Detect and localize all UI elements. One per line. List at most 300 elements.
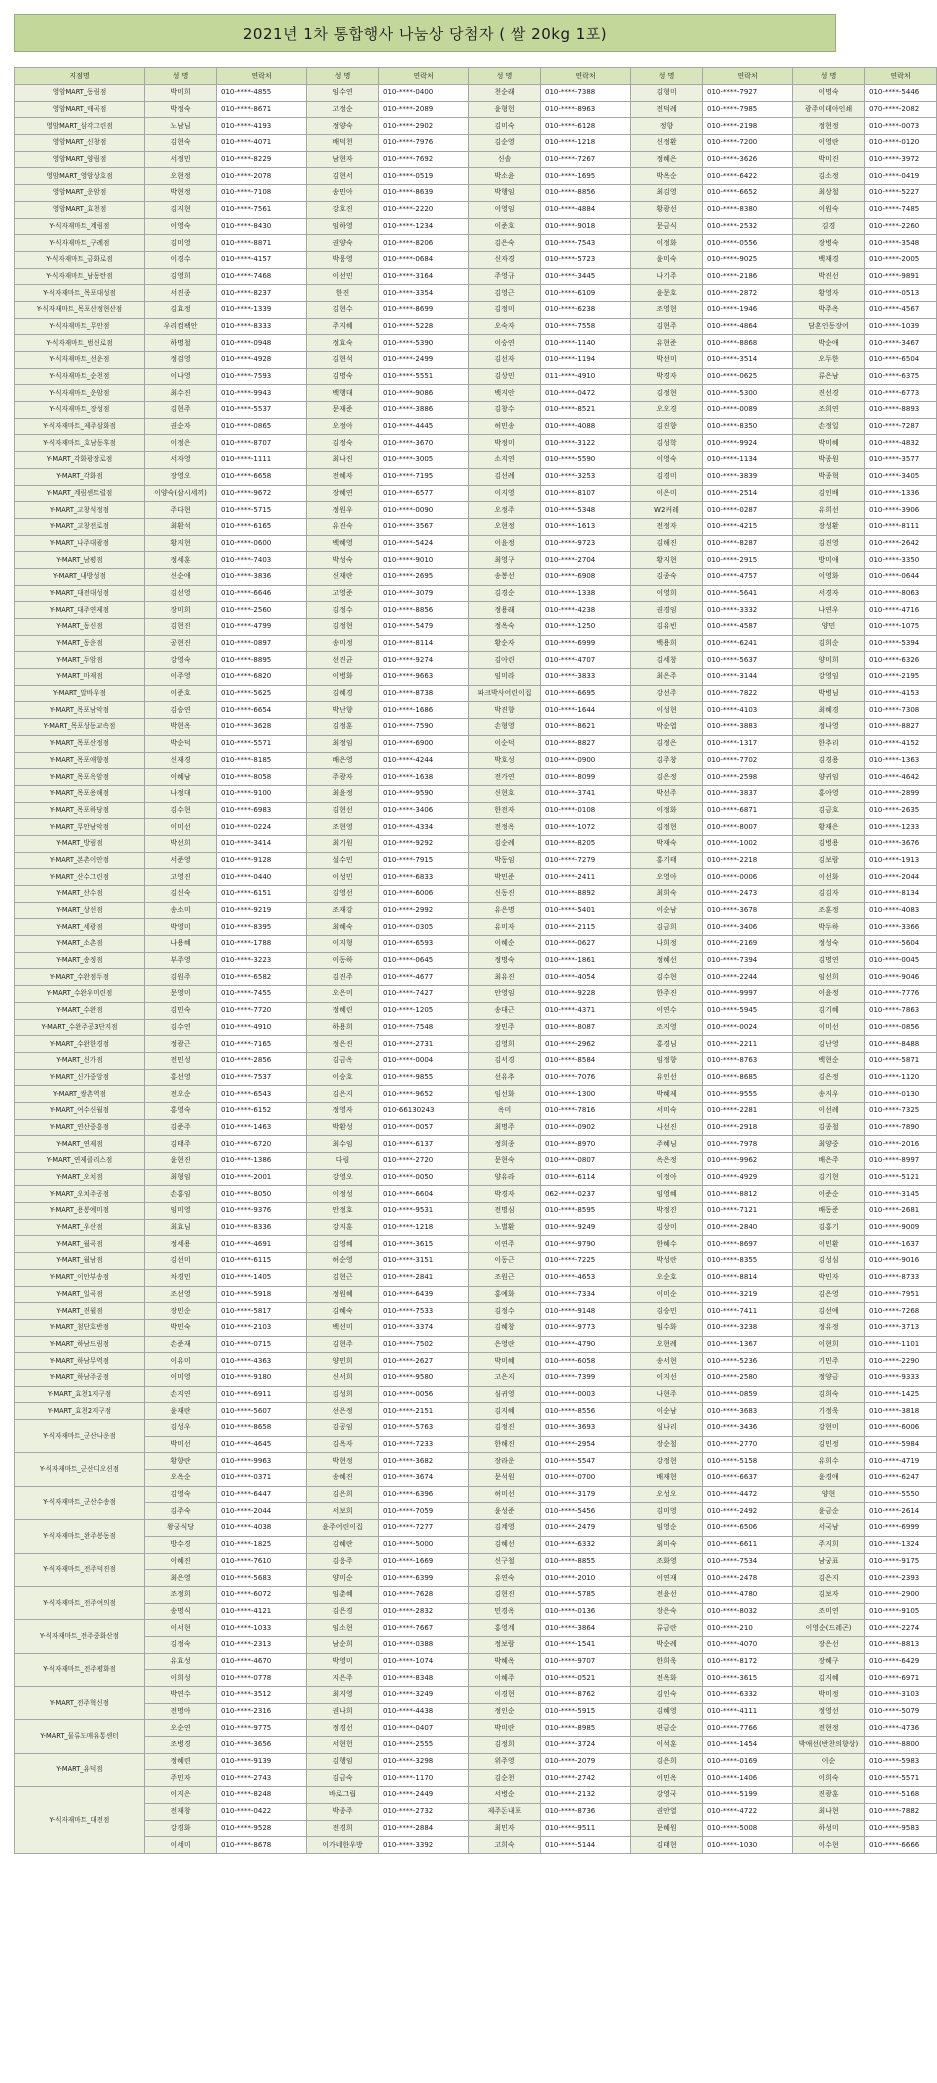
winner-name-cell: 김혜숙: [307, 1303, 379, 1320]
winner-phone-cell: 010-****-7279: [541, 852, 631, 869]
store-name-cell: Y-MART_월남점: [15, 1253, 145, 1270]
winner-phone-cell: 010-****-0865: [217, 418, 307, 435]
winner-phone-cell: 010-****-7411: [703, 1303, 793, 1320]
winner-phone-cell: 010-****-5227: [865, 185, 937, 202]
winner-phone-cell: 010-****-9891: [865, 268, 937, 285]
winner-name-cell: 류금란: [631, 1620, 703, 1637]
winner-phone-cell: 010-****-3374: [379, 1319, 469, 1336]
winner-phone-cell: 010-****-1861: [541, 952, 631, 969]
winner-name-cell: 김미영: [145, 235, 217, 252]
winner-name-cell: 민경옥: [469, 1603, 541, 1620]
winner-name-cell: 권순자: [145, 418, 217, 435]
winner-name-cell: 나희정: [631, 936, 703, 953]
winner-name-cell: 나현주: [631, 1386, 703, 1403]
winner-phone-cell: 010-****-7976: [379, 135, 469, 152]
winner-phone-cell: 010-****-3741: [541, 785, 631, 802]
winner-name-cell: 장혜구: [793, 1653, 865, 1670]
winner-phone-cell: 010-****-2115: [541, 919, 631, 936]
winner-name-cell: 정세용: [145, 1236, 217, 1253]
winner-name-cell: 임수화: [631, 1319, 703, 1336]
winner-phone-cell: 010-****-5915: [541, 1703, 631, 1720]
winner-name-cell: 김현근: [307, 1269, 379, 1286]
winner-name-cell: 김선자: [469, 352, 541, 369]
winner-phone-cell: 010-****-4083: [865, 902, 937, 919]
store-name-cell: Y-MART_계림센트럴점: [15, 485, 145, 502]
winner-name-cell: 이명숙: [793, 85, 865, 102]
column-header: 연락처: [865, 68, 937, 85]
winner-phone-cell: 010-****-9100: [217, 785, 307, 802]
table-row: [15, 402, 937, 419]
column-header: 연락처: [541, 68, 631, 85]
winner-name-cell: 정효숙: [307, 335, 379, 352]
winner-phone-cell: 010-****-0948: [217, 335, 307, 352]
winner-name-cell: 최기원: [307, 835, 379, 852]
winner-name-cell: 주광자: [307, 769, 379, 786]
winner-phone-cell: 010-****-0057: [379, 1119, 469, 1136]
winner-name-cell: 이정아: [631, 1169, 703, 1186]
winner-name-cell: 김상민: [469, 368, 541, 385]
winner-phone-cell: 010-****-2742: [541, 1770, 631, 1787]
winner-name-cell: 박행임: [469, 185, 541, 202]
winner-phone-cell: 010-****-9180: [217, 1369, 307, 1386]
table-row: [15, 568, 937, 585]
winner-name-cell: 김경미: [631, 468, 703, 485]
winner-name-cell: 정혜련: [145, 1753, 217, 1770]
winner-phone-cell: 010-****-0600: [217, 535, 307, 552]
winner-name-cell: 장민순: [145, 1303, 217, 1320]
winner-phone-cell: 070-****-2082: [865, 101, 937, 118]
winner-phone-cell: 010-****-4832: [865, 435, 937, 452]
winner-name-cell: 김지혜: [793, 1670, 865, 1687]
winner-phone-cell: 010-****-2411: [541, 869, 631, 886]
winner-phone-cell: 010-****-9583: [865, 1820, 937, 1837]
winner-name-cell: 황영자: [793, 285, 865, 302]
winner-name-cell: 장라운: [469, 1453, 541, 1470]
winner-phone-cell: 010-****-3548: [865, 235, 937, 252]
winner-name-cell: 최혜숙: [307, 919, 379, 936]
winner-name-cell: 박현정: [145, 185, 217, 202]
winner-phone-cell: 010-****-7822: [703, 685, 793, 702]
winner-phone-cell: 010-****-2132: [541, 1787, 631, 1804]
winner-phone-cell: 010-****-6375: [865, 368, 937, 385]
winner-phone-cell: 010-****-2899: [865, 785, 937, 802]
winner-name-cell: 방수경: [145, 1536, 217, 1553]
winner-phone-cell: 010-****-4445: [379, 418, 469, 435]
winner-phone-cell: 010-****-8639: [379, 185, 469, 202]
winner-phone-cell: 010-****-7308: [865, 702, 937, 719]
winner-name-cell: 한희욱: [631, 1653, 703, 1670]
winner-name-cell: 이현희: [793, 1336, 865, 1353]
winner-name-cell: 권양숙: [307, 235, 379, 252]
winner-name-cell: 김은정: [793, 1069, 865, 1086]
winner-name-cell: 조훈정: [793, 902, 865, 919]
winner-name-cell: 손지연: [145, 1386, 217, 1403]
store-name-cell: Y-MART_소촌점: [15, 936, 145, 953]
winner-phone-cell: 010-****-7978: [703, 1136, 793, 1153]
winner-name-cell: 허순영: [307, 1253, 379, 1270]
winner-name-cell: 장영오: [145, 468, 217, 485]
table-row: [15, 268, 937, 285]
winner-name-cell: 김김자: [793, 886, 865, 903]
winner-name-cell: 황광선: [631, 201, 703, 218]
winner-phone-cell: 010-****-8707: [217, 435, 307, 452]
winner-phone-cell: 010-****-4238: [541, 602, 631, 619]
winner-phone-cell: 010-****-9274: [379, 652, 469, 669]
winner-name-cell: 이병화: [307, 669, 379, 686]
winner-phone-cell: 010-****-2614: [865, 1503, 937, 1520]
winner-name-cell: 문재준: [307, 402, 379, 419]
store-name-cell: Y-식자재마트_전주중화산점: [15, 1620, 145, 1653]
store-name-cell: Y-식자재마트_계림점: [15, 218, 145, 235]
winner-name-cell: 우리컴팩안: [145, 318, 217, 335]
winner-phone-cell: 010-****-2220: [379, 201, 469, 218]
winner-phone-cell: 010-****-2884: [379, 1820, 469, 1837]
winner-name-cell: 윤경애: [793, 1470, 865, 1487]
winner-phone-cell: 010-****-8671: [217, 101, 307, 118]
winner-name-cell: 서현헌: [307, 1737, 379, 1754]
winner-name-cell: 김금희: [631, 919, 703, 936]
winner-name-cell: 김정훈: [307, 719, 379, 736]
winner-name-cell: 전혜자: [307, 468, 379, 485]
winner-name-cell: 장병숙: [793, 235, 865, 252]
winner-phone-cell: 010-****-3223: [217, 952, 307, 969]
winner-phone-cell: 010-****-3145: [865, 1186, 937, 1203]
store-name-cell: Y-식자재마트_범신로점: [15, 335, 145, 352]
winner-phone-cell: 010-****-4736: [865, 1720, 937, 1737]
winner-name-cell: 배동준: [793, 1203, 865, 1220]
store-name-cell: Y-MART_목포산정점: [15, 735, 145, 752]
winner-phone-cell: 010-****-1033: [217, 1620, 307, 1637]
winner-name-cell: 최환석: [145, 518, 217, 535]
winner-phone-cell: 010-****-1250: [541, 619, 631, 636]
winner-phone-cell: 010-****-0440: [217, 869, 307, 886]
store-name-cell: Y-MART_세광점: [15, 919, 145, 936]
winner-name-cell: 김진향: [631, 418, 703, 435]
winner-phone-cell: 010-****-8985: [541, 1720, 631, 1737]
winner-name-cell: 선진균: [307, 652, 379, 669]
winner-name-cell: 홍영계: [469, 1620, 541, 1637]
winner-phone-cell: 010-****-3883: [703, 719, 793, 736]
winner-name-cell: 김은영: [793, 1286, 865, 1303]
store-name-cell: Y-MART_수완한경점: [15, 1036, 145, 1053]
winner-phone-cell: 010-****-6115: [217, 1253, 307, 1270]
winner-phone-cell: 010-****-0897: [217, 635, 307, 652]
winner-phone-cell: 010-****-8970: [541, 1136, 631, 1153]
table-row: [15, 669, 937, 686]
winner-name-cell: 박애선(반찬의향상): [793, 1737, 865, 1754]
winner-name-cell: 나정대: [145, 785, 217, 802]
winner-phone-cell: 010-****-1111: [217, 452, 307, 469]
winner-name-cell: 오숙자: [469, 318, 541, 335]
winner-name-cell: 김영선: [307, 886, 379, 903]
winner-name-cell: 박종주: [307, 1803, 379, 1820]
winner-phone-cell: 010-****-5637: [703, 652, 793, 669]
winner-phone-cell: 010-****-8733: [865, 1269, 937, 1286]
winner-phone-cell: 010-****-7915: [379, 852, 469, 869]
winner-phone-cell: 010-****-7593: [217, 368, 307, 385]
store-name-cell: Y-MART_신가중앙점: [15, 1069, 145, 1086]
winner-phone-cell: 010-****-7277: [379, 1520, 469, 1537]
winner-phone-cell: 010-****-4799: [217, 619, 307, 636]
winner-name-cell: 정유정: [793, 1319, 865, 1336]
winner-name-cell: 이영순(드레곤): [793, 1620, 865, 1637]
winner-phone-cell: 010-****-2492: [703, 1503, 793, 1520]
winner-phone-cell: 010-****-7287: [865, 418, 937, 435]
winner-name-cell: 이지은: [145, 1787, 217, 1804]
winner-name-cell: 이정은: [145, 435, 217, 452]
winner-phone-cell: 010-****-9962: [703, 1153, 793, 1170]
table-row: [15, 1553, 937, 1570]
winner-phone-cell: 010-****-0422: [217, 1803, 307, 1820]
table-row: [15, 1486, 937, 1503]
winner-phone-cell: 010-****-7534: [703, 1553, 793, 1570]
winner-name-cell: 송대근: [469, 1002, 541, 1019]
winner-name-cell: 방미애: [793, 552, 865, 569]
winner-phone-cell: 010-****-8380: [703, 201, 793, 218]
winner-name-cell: 정경선: [307, 1720, 379, 1737]
store-name-cell: Y-MART_연제클리스점: [15, 1153, 145, 1170]
winner-name-cell: 박혜옥: [469, 1653, 541, 1670]
winner-name-cell: 문현숙: [469, 1153, 541, 1170]
table-row: [15, 1753, 937, 1770]
winner-name-cell: 송혜진: [307, 1470, 379, 1487]
winner-phone-cell: 010-****-2005: [865, 251, 937, 268]
table-row: [15, 1253, 937, 1270]
winner-phone-cell: 010-****-7702: [703, 752, 793, 769]
table-row: [15, 101, 937, 118]
winner-name-cell: 정세훈: [145, 552, 217, 569]
winner-name-cell: 박연수: [145, 1687, 217, 1704]
winner-phone-cell: 010-****-0700: [541, 1470, 631, 1487]
winner-phone-cell: 010-****-1946: [703, 301, 793, 318]
winner-phone-cell: 010-****-8107: [541, 485, 631, 502]
winner-phone-cell: 010-****-2902: [379, 118, 469, 135]
winner-name-cell: 장민주: [469, 1019, 541, 1036]
winner-name-cell: 정양숙: [307, 118, 379, 135]
winner-name-cell: 김행임: [307, 1753, 379, 1770]
winner-name-cell: 김기현: [793, 1169, 865, 1186]
winner-name-cell: 김금호: [793, 802, 865, 819]
table-row: [15, 1019, 937, 1036]
winner-phone-cell: 010-****-3298: [379, 1753, 469, 1770]
winner-phone-cell: 010-****-6604: [379, 1186, 469, 1203]
table-row: [15, 518, 937, 535]
winner-phone-cell: 010-****-1686: [379, 702, 469, 719]
winner-name-cell: 한주진: [631, 986, 703, 1003]
winner-name-cell: 조병경: [145, 1737, 217, 1754]
winner-phone-cell: 010-****-3626: [703, 151, 793, 168]
winner-name-cell: 조정희: [145, 1586, 217, 1603]
winner-phone-cell: 010-****-1075: [865, 619, 937, 636]
winner-name-cell: 최나진: [307, 452, 379, 469]
winner-name-cell: 김순례: [469, 835, 541, 852]
table-row: [15, 452, 937, 469]
winner-phone-cell: 010-****-5236: [703, 1353, 793, 1370]
table-row: [15, 1503, 937, 1520]
winner-name-cell: 서정민: [145, 151, 217, 168]
winner-name-cell: 김혜영: [631, 1703, 703, 1720]
winner-phone-cell: 010-****-1324: [865, 1536, 937, 1553]
winner-phone-cell: 010-****-4103: [703, 702, 793, 719]
winner-name-cell: 황향란: [145, 1453, 217, 1470]
winner-phone-cell: 010-****-7403: [217, 552, 307, 569]
winner-phone-cell: 010-****-3467: [865, 335, 937, 352]
winner-phone-cell: 010-****-4855: [217, 85, 307, 102]
winner-phone-cell: 010-****-2580: [703, 1369, 793, 1386]
winner-name-cell: 최상철: [793, 185, 865, 202]
winner-phone-cell: 010-****-8868: [703, 335, 793, 352]
winner-name-cell: 정성숙: [793, 936, 865, 953]
winner-phone-cell: 010-****-8685: [703, 1069, 793, 1086]
table-row: [15, 1136, 937, 1153]
winner-name-cell: 박경자: [631, 368, 703, 385]
winner-name-cell: 이혜진: [145, 1553, 217, 1570]
winner-name-cell: 이지영: [469, 485, 541, 502]
table-row: [15, 368, 937, 385]
table-row: [15, 919, 937, 936]
winner-phone-cell: 010-****-0089: [703, 402, 793, 419]
winner-phone-cell: 010-****-5785: [541, 1586, 631, 1603]
winner-phone-cell: 010-****-8333: [217, 318, 307, 335]
winner-phone-cell: 010-****-3837: [703, 785, 793, 802]
winner-phone-cell: 010-****-3512: [217, 1687, 307, 1704]
winner-phone-cell: 010-****-7268: [865, 1303, 937, 1320]
winner-name-cell: 황지현: [631, 552, 703, 569]
winner-phone-cell: 010-****-2915: [703, 552, 793, 569]
winner-name-cell: 문석원: [469, 1470, 541, 1487]
winner-name-cell: 박미혜: [793, 435, 865, 452]
winner-phone-cell: 010-****-4929: [703, 1169, 793, 1186]
winner-name-cell: 이연재: [631, 1570, 703, 1587]
winner-phone-cell: 010-****-9128: [217, 852, 307, 869]
winner-phone-cell: 010-****-8658: [217, 1420, 307, 1437]
winner-name-cell: 전정자: [631, 518, 703, 535]
store-name-cell: Y-식자재마트_구례점: [15, 235, 145, 252]
winner-name-cell: 송미정: [307, 635, 379, 652]
winner-name-cell: 정희종: [469, 1136, 541, 1153]
winner-name-cell: 김선영: [145, 585, 217, 602]
winner-phone-cell: 010-****-5604: [865, 936, 937, 953]
winner-name-cell: 정원혜: [307, 1286, 379, 1303]
winner-name-cell: 홍선영: [145, 1069, 217, 1086]
winner-name-cell: 송소미: [145, 902, 217, 919]
winner-phone-cell: 010-****-8032: [703, 1603, 793, 1620]
winner-name-cell: 백선미: [307, 1319, 379, 1336]
winner-phone-cell: 010-****-3219: [703, 1286, 793, 1303]
winner-name-cell: 이희숙: [793, 1770, 865, 1787]
winner-phone-cell: 010-****-3818: [865, 1403, 937, 1420]
winner-name-cell: 김미숙: [469, 118, 541, 135]
winner-name-cell: 김형미: [631, 85, 703, 102]
table-row: [15, 1286, 937, 1303]
winner-phone-cell: 010-****-5424: [379, 535, 469, 552]
store-name-cell: Y-MART_남평점: [15, 552, 145, 569]
store-name-cell: Y-MART_유덕점: [15, 1753, 145, 1786]
store-name-cell: Y-식자재마트_군산수송점: [15, 1486, 145, 1519]
winner-phone-cell: 010-****-2260: [865, 218, 937, 235]
table-row: [15, 218, 937, 235]
winner-phone-cell: 010-****-5008: [703, 1820, 793, 1837]
winner-name-cell: 설수민: [307, 852, 379, 869]
store-name-cell: Y-MART_여수신월점: [15, 1102, 145, 1119]
winner-name-cell: 김선례: [469, 468, 541, 485]
winner-phone-cell: 010-****-8678: [217, 1837, 307, 1854]
winner-name-cell: 박영미: [145, 919, 217, 936]
winner-name-cell: 정현정: [793, 118, 865, 135]
table-row: [15, 1353, 937, 1370]
winner-phone-cell: 062-****-0237: [541, 1186, 631, 1203]
winner-name-cell: 박주옥: [793, 301, 865, 318]
winner-name-cell: 이세미: [145, 1837, 217, 1854]
winner-name-cell: 박재숙: [631, 835, 703, 852]
winner-phone-cell: 010-****-1317: [703, 735, 793, 752]
winner-phone-cell: 010-****-3436: [703, 1420, 793, 1437]
winner-name-cell: 심나리: [631, 1420, 703, 1437]
store-name-cell: Y-MART_목포애향점: [15, 752, 145, 769]
winner-name-cell: 최지영: [307, 1687, 379, 1704]
winner-name-cell: 김정수: [469, 1303, 541, 1320]
winner-phone-cell: 010-****-1406: [703, 1770, 793, 1787]
winner-phone-cell: 010-****-9707: [541, 1653, 631, 1670]
table-row: [15, 952, 937, 969]
winner-name-cell: 전가연: [469, 769, 541, 786]
winner-name-cell: 강영임: [793, 669, 865, 686]
table-row: [15, 1720, 937, 1737]
winner-name-cell: 이영숙: [631, 452, 703, 469]
winner-phone-cell: 010-****-2872: [703, 285, 793, 302]
winner-name-cell: 문금식: [631, 218, 703, 235]
winner-name-cell: 신서희: [307, 1369, 379, 1386]
winner-name-cell: 이미영: [145, 1369, 217, 1386]
store-name-cell: Y-식자재마트_선운점: [15, 352, 145, 369]
winner-name-cell: 김현주: [307, 1336, 379, 1353]
winner-name-cell: 김승연: [145, 702, 217, 719]
winner-name-cell: 김현서: [307, 168, 379, 185]
winner-phone-cell: 010-****-4244: [379, 752, 469, 769]
winner-name-cell: 임정향: [631, 1052, 703, 1069]
winner-name-cell: 윤형헌: [469, 101, 541, 118]
winner-phone-cell: 010-****-9528: [217, 1820, 307, 1837]
winner-name-cell: 다림: [307, 1153, 379, 1170]
winner-phone-cell: 010-****-0045: [865, 952, 937, 969]
winner-name-cell: 조미연: [793, 1603, 865, 1620]
winner-phone-cell: 010-****-6429: [865, 1653, 937, 1670]
winner-phone-cell: 010-****-0902: [541, 1119, 631, 1136]
winner-phone-cell: 010-****-0024: [703, 1019, 793, 1036]
table-row: [15, 1002, 937, 1019]
winner-phone-cell: 010-****-2832: [379, 1603, 469, 1620]
winner-phone-cell: 010-****-9855: [379, 1069, 469, 1086]
winner-name-cell: 오오경: [631, 402, 703, 419]
winner-phone-cell: 010-****-6833: [379, 869, 469, 886]
winner-name-cell: 김홍기: [793, 1219, 865, 1236]
table-row: [15, 1303, 937, 1320]
winner-phone-cell: 010-****-6983: [217, 802, 307, 819]
winner-name-cell: 강호진: [307, 201, 379, 218]
winner-name-cell: 김원주: [145, 969, 217, 986]
winner-name-cell: 심귀영: [469, 1386, 541, 1403]
winner-phone-cell: 010-****-2151: [379, 1403, 469, 1420]
winner-name-cell: 박민숙: [145, 1319, 217, 1336]
winner-phone-cell: 010-****-8871: [217, 235, 307, 252]
winner-phone-cell: 010-****-9249: [541, 1219, 631, 1236]
winner-name-cell: 김지현: [145, 201, 217, 218]
winner-phone-cell: 010-****-8738: [379, 685, 469, 702]
store-name-cell: Y-MART_오치주공점: [15, 1186, 145, 1203]
winner-name-cell: 부주영: [145, 952, 217, 969]
winner-name-cell: 오현정: [469, 518, 541, 535]
winner-phone-cell: 010-****-7502: [379, 1336, 469, 1353]
